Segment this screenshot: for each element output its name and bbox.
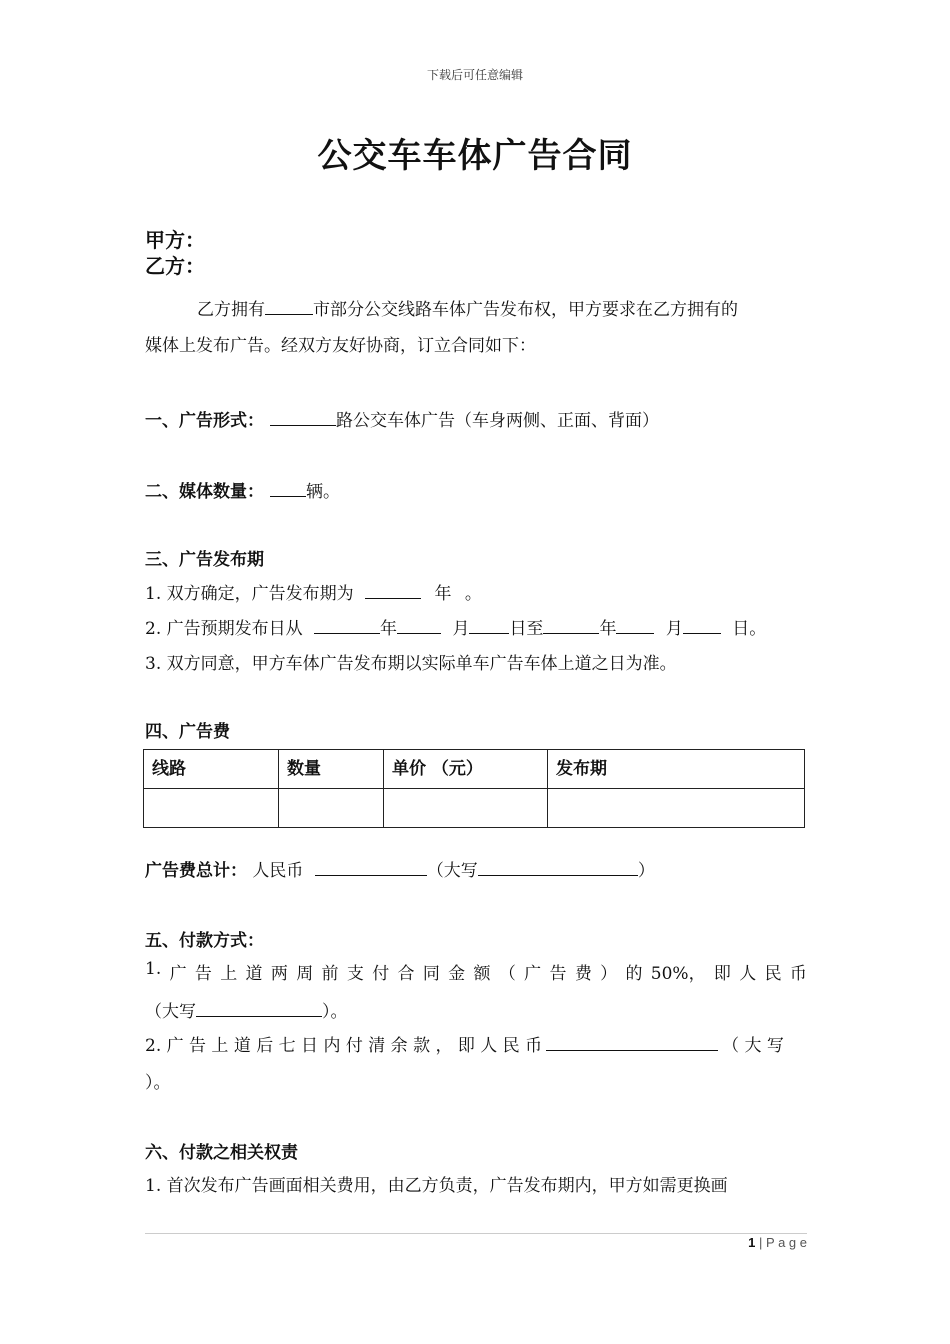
section-5-item-2-line-2: ）。 — [145, 1073, 171, 1093]
table-row — [144, 789, 805, 828]
daxie-close: ）。 — [322, 1002, 348, 1022]
cell-period[interactable] — [548, 789, 805, 828]
item-text: 1. 双方确定，广告发布期为 — [145, 584, 354, 604]
justified-token: 1. — [145, 959, 162, 979]
col-unit-price: 单价 （元） — [384, 750, 548, 789]
party-b-label: 乙方： — [145, 254, 205, 278]
period-end: 。 — [464, 584, 482, 604]
section-3-item-1 — [145, 579, 807, 604]
item-text: 2. 广 告 上 道 后 七 日 内 付 清 余 款 ， 即 人 民 币 — [145, 1036, 543, 1056]
balance-amount-blank[interactable] — [546, 1034, 718, 1051]
section-2 — [145, 477, 807, 502]
daxie-open: （大写 — [145, 1002, 196, 1022]
justified-token: 支 — [346, 964, 364, 984]
item-text: 2. 广告预期发布日从 — [145, 619, 303, 639]
start-month-blank[interactable] — [397, 617, 441, 634]
fee-amount-blank[interactable] — [315, 859, 427, 876]
justified-token: 人 — [739, 964, 757, 984]
section-2-label: 二、媒体数量： — [145, 482, 264, 502]
section-1-text: 路公交车体广告（车身两侧、正面、背面） — [336, 411, 659, 431]
justified-token: 民 — [764, 964, 782, 984]
section-5-item-1-line-1 — [145, 959, 807, 984]
justified-token: 告 — [549, 964, 567, 984]
fee-table-header-row — [144, 750, 805, 789]
fee-total — [145, 856, 807, 881]
vehicle-count-blank[interactable] — [270, 480, 306, 497]
justified-token: 同 — [422, 964, 440, 984]
justified-token: 上 — [220, 964, 238, 984]
end-year-blank[interactable] — [543, 617, 599, 634]
justified-token: 额 — [473, 964, 491, 984]
justified-token: 合 — [397, 964, 415, 984]
col-period: 发布期 — [548, 750, 805, 789]
page-num: 1 — [748, 1235, 756, 1250]
end-day-blank[interactable] — [683, 617, 721, 634]
intro-line-2: 媒体上发布广告。经双方友好协商，订立合同如下： — [145, 336, 536, 356]
daxie-open: （ 大 写 — [722, 1036, 784, 1056]
page-label: P a g e — [766, 1235, 807, 1250]
justified-token: 费 — [574, 964, 592, 984]
end-month-blank[interactable] — [616, 617, 654, 634]
justified-token: 前 — [321, 964, 339, 984]
month-unit: 月 — [665, 619, 683, 639]
justified-token: 币 — [789, 964, 807, 984]
intro-text-b: 市部分公交线路车体广告发布权，甲方要求在乙方拥有的 — [313, 300, 738, 320]
day-unit: 日。 — [732, 619, 767, 639]
justified-token: 道 — [245, 964, 263, 984]
justified-token: 广 — [169, 964, 187, 984]
intro-text-a: 乙方拥有 — [197, 300, 265, 320]
party-a-label: 甲方： — [145, 228, 205, 252]
col-route: 线路 — [144, 750, 279, 789]
justified-token: 即 — [713, 964, 731, 984]
intro-line-1 — [145, 292, 805, 328]
header-note: 下载后可任意编辑 — [426, 68, 523, 82]
day-to: 日至 — [509, 619, 544, 639]
col-quantity: 数量 — [279, 750, 384, 789]
justified-token: ） — [600, 964, 618, 984]
period-blank[interactable] — [365, 582, 421, 599]
fee-total-label: 广告费总计： — [145, 861, 247, 881]
cell-route[interactable] — [144, 789, 279, 828]
daxie-open: （大写 — [426, 861, 478, 881]
justified-token: 50%， — [650, 964, 706, 984]
cell-unit-price[interactable] — [384, 789, 548, 828]
section-5-item-2 — [145, 1031, 807, 1056]
year-unit: 年 — [434, 584, 452, 604]
justified-token: 两 — [270, 964, 288, 984]
route-blank[interactable] — [270, 409, 336, 426]
justified-token: 金 — [448, 964, 466, 984]
footer-rule — [145, 1233, 807, 1234]
month-unit: 月 — [452, 619, 470, 639]
page-sep: | — [759, 1235, 763, 1250]
justified-token: 的 — [625, 964, 643, 984]
section-3-item-2 — [145, 614, 807, 639]
rmb-label: 人民币 — [252, 861, 304, 881]
section-3-item-3: 3. 双方同意，甲方车体广告发布期以实际单车广告车体上道之日为准。 — [145, 654, 677, 674]
first-payment-daxie-blank[interactable] — [196, 1000, 322, 1017]
section-3-heading: 三、广告发布期 — [145, 550, 264, 570]
justified-token: 付 — [372, 964, 390, 984]
section-1 — [145, 406, 807, 431]
start-year-blank[interactable] — [314, 617, 380, 634]
section-6-heading: 六、付款之相关权责 — [145, 1143, 298, 1163]
justified-token: 周 — [296, 964, 314, 984]
city-blank[interactable] — [265, 298, 313, 315]
section-1-label: 一、广告形式： — [145, 411, 264, 431]
document-title: 公交车车体广告合同 — [317, 136, 633, 176]
fee-daxie-blank[interactable] — [478, 859, 638, 876]
page-number — [748, 1235, 807, 1250]
intro-paragraph — [145, 292, 805, 364]
section-5-item-1-line-2 — [145, 997, 807, 1022]
section-4-heading: 四、广告费 — [145, 722, 230, 742]
year-unit: 年 — [599, 619, 617, 639]
cell-quantity[interactable] — [279, 789, 384, 828]
justified-token: 广 — [524, 964, 542, 984]
start-day-blank[interactable] — [469, 617, 509, 634]
fee-table — [143, 749, 805, 828]
section-2-text: 辆。 — [306, 482, 340, 502]
section-6-item-1: 1. 首次发布广告画面相关费用，由乙方负责，广告发布期内，甲方如需更换画 — [145, 1176, 728, 1196]
justified-token: （ — [498, 964, 516, 984]
justified-token: 告 — [194, 964, 212, 984]
daxie-close: ） — [637, 861, 655, 881]
section-5-heading: 五、付款方式： — [145, 931, 264, 951]
year-unit: 年 — [380, 619, 398, 639]
